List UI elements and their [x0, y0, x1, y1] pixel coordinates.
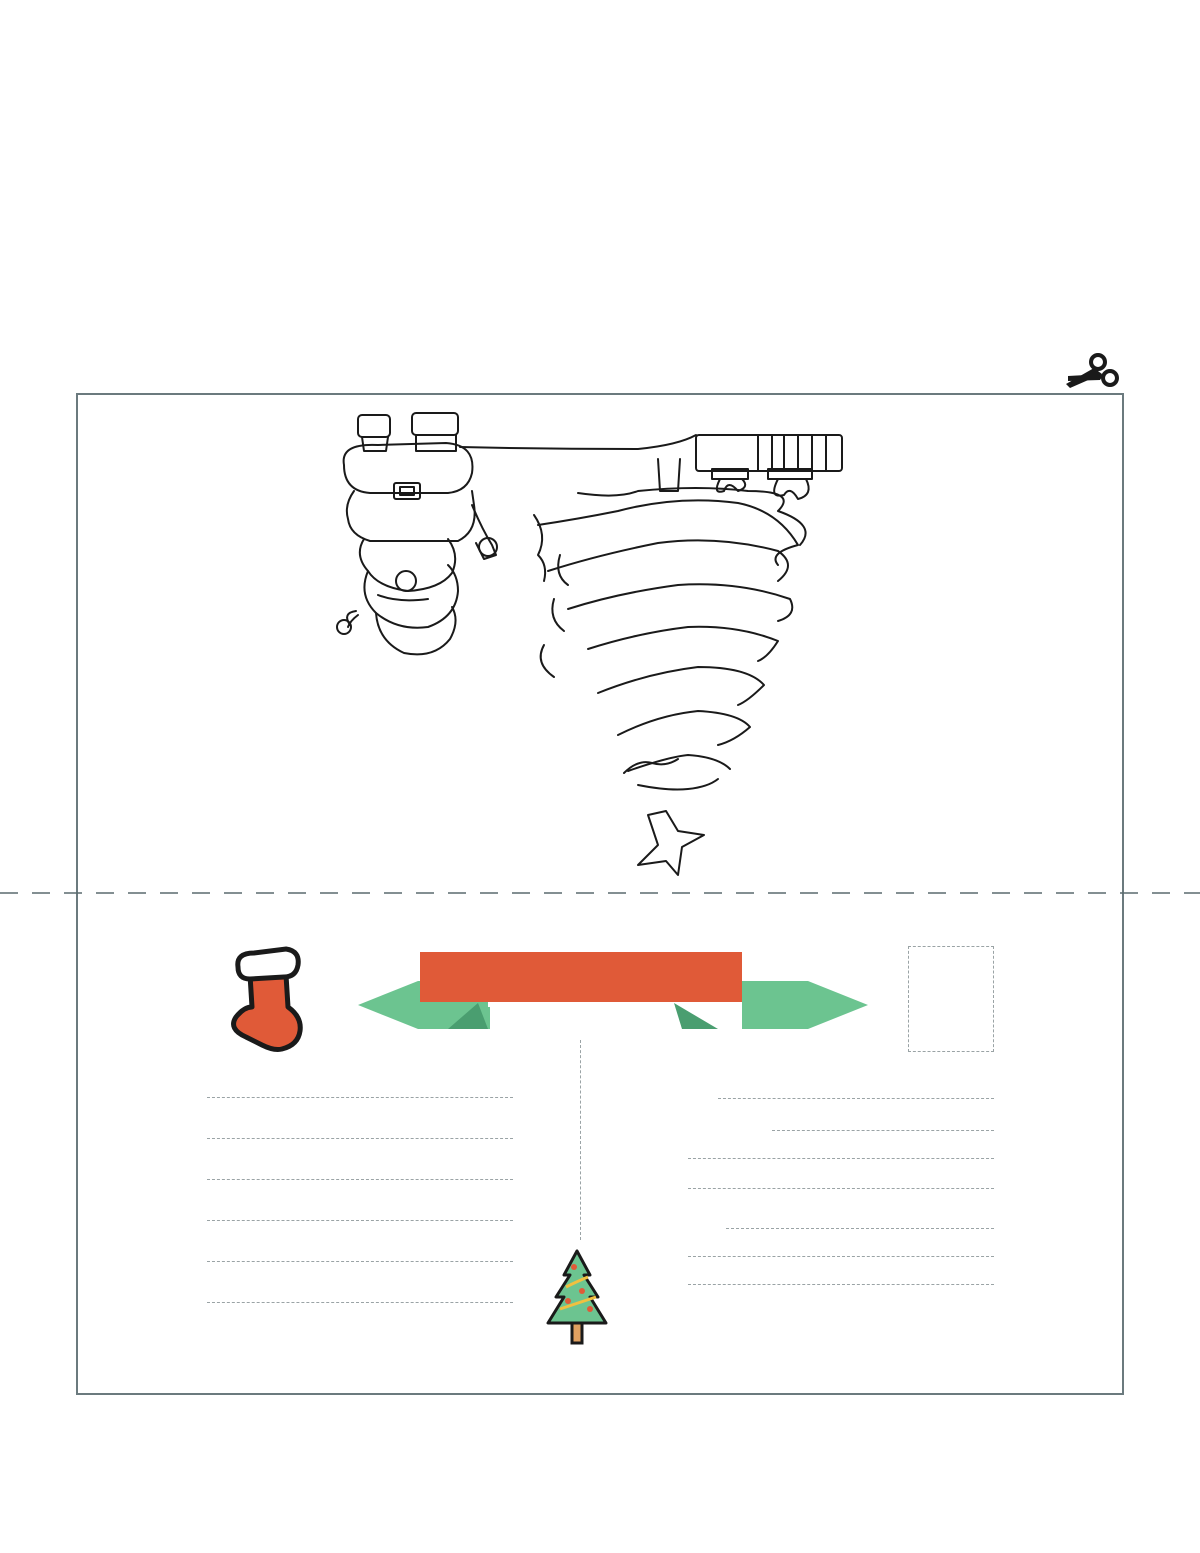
- front-illustration: [78, 395, 1122, 887]
- address-line[interactable]: [772, 1130, 994, 1131]
- to-line[interactable]: [718, 1098, 994, 1099]
- card-divider: [580, 1040, 581, 1240]
- stamp-box: [908, 946, 994, 1052]
- from-line[interactable]: [726, 1228, 994, 1229]
- christmas-tree-icon: [548, 1251, 606, 1343]
- message-line[interactable]: [207, 1179, 513, 1180]
- santa-illustration: [337, 413, 497, 654]
- message-line[interactable]: [207, 1302, 513, 1303]
- scissors-icon: [1062, 350, 1122, 392]
- message-line[interactable]: [207, 1097, 513, 1098]
- christmas-tree-illustration: [460, 435, 806, 875]
- from-line[interactable]: [688, 1256, 994, 1257]
- joyeux-noel-banner: [420, 952, 742, 1002]
- address-line[interactable]: [688, 1158, 994, 1159]
- stocking-icon: [234, 949, 301, 1050]
- message-line[interactable]: [207, 1261, 513, 1262]
- message-line[interactable]: [207, 1220, 513, 1221]
- message-line[interactable]: [207, 1138, 513, 1139]
- from-line[interactable]: [688, 1284, 994, 1285]
- address-line[interactable]: [688, 1188, 994, 1189]
